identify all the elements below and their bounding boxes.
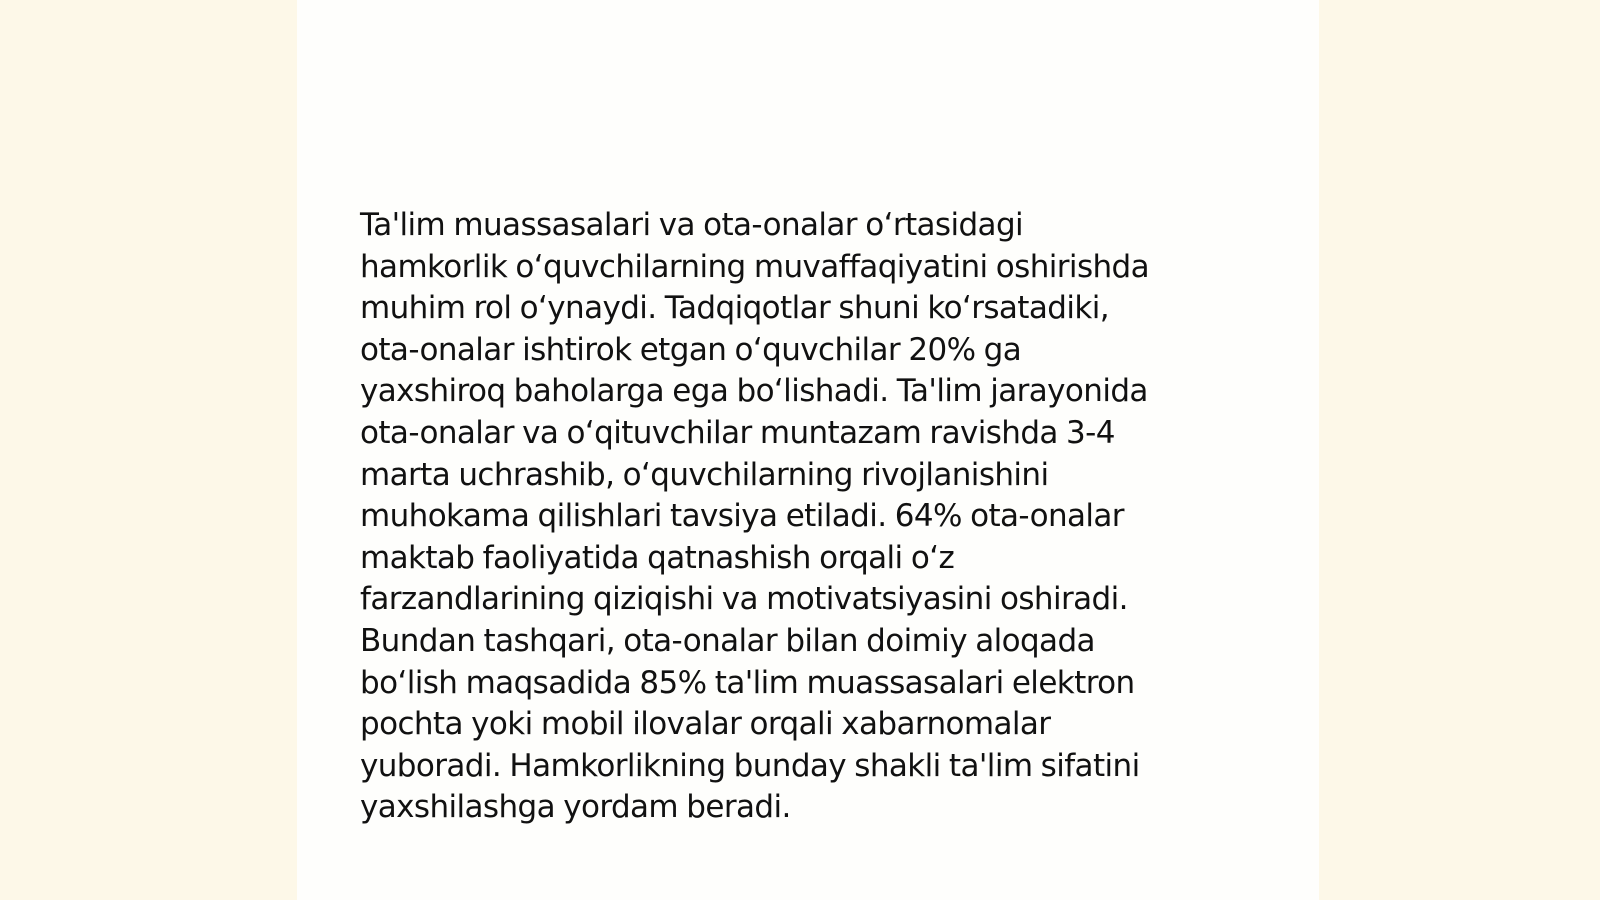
paragraph-line: marta uchrashib, oʻquvchilarning rivojlanishini	[360, 456, 1049, 493]
paragraph-line: hamkorlik oʻquvchilarning muvaffaqiyatini oshirishda	[360, 248, 1150, 285]
paragraph-line: yaxshiroq baholarga ega boʻlishadi. Ta'lim jarayonida	[360, 373, 1148, 410]
paragraph-line: farzandlarining qiziqishi va motivatsiyasini oshiradi.	[360, 581, 1128, 618]
paragraph-line: yaxshilashga yordam beradi.	[360, 789, 791, 826]
paragraph-line: Bundan tashqari, ota-onalar bilan doimiy aloqada	[360, 622, 1095, 659]
paragraph-line: muhokama qilishlari tavsiya etiladi. 64% ota-onalar	[360, 498, 1124, 535]
paragraph-line: boʻlish maqsadida 85% ta'lim muassasalari elektron	[360, 664, 1135, 701]
document-page	[297, 0, 1319, 900]
body-paragraph	[360, 205, 1260, 829]
paragraph-line: Ta'lim muassasalari va ota-onalar oʻrtasidagi	[360, 207, 1024, 243]
paragraph-line: muhim rol oʻynaydi. Tadqiqotlar shuni koʻrsatadiki,	[360, 290, 1109, 327]
paragraph-line: ota-onalar va oʻqituvchilar muntazam ravishda 3-4	[360, 414, 1115, 451]
paragraph-line: pochta yoki mobil ilovalar orqali xabarnomalar	[360, 706, 1051, 743]
paragraph-line: ota-onalar ishtirok etgan oʻquvchilar 20% ga	[360, 331, 1022, 368]
paragraph-line: yuboradi. Hamkorlikning bunday shakli ta'lim sifatini	[360, 747, 1140, 784]
paragraph-line: maktab faoliyatida qatnashish orqali oʻz	[360, 539, 955, 576]
